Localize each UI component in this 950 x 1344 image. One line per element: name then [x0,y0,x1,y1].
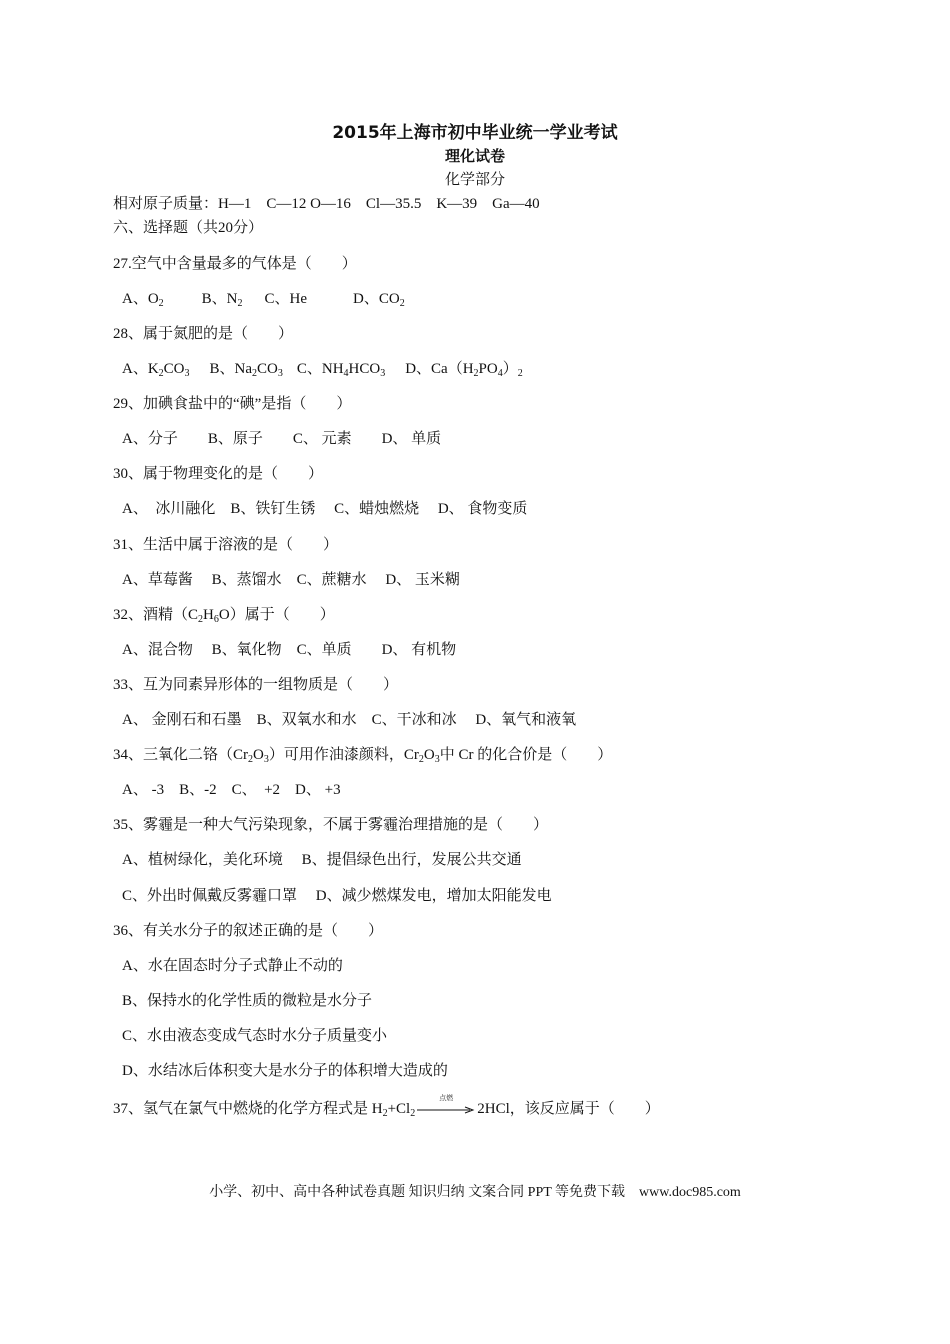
page-footer: 小学、初中、高中各种试卷真题 知识归纳 文案合同 PPT 等免费下载 www.doc985.com [209,1185,741,1200]
section-title: 化学部分 [444,172,505,188]
arrow-icon [417,1106,475,1114]
reaction-condition: 点燃 [439,1093,454,1102]
question-30-options: A、 冰川融化 B、铁钉生锈 C、蜡烛燃烧 D、 食物变质 [122,501,528,517]
question-27-stem: 27.空气中含量最多的气体是（ ） [113,256,357,272]
question-36-stem: 36、有关水分子的叙述正确的是（ ） [113,923,384,939]
question-32-options: A、混合物 B、氧化物 C、单质 D、 有机物 [122,642,457,658]
question-35-stem: 35、雾霾是一种大气污染现象，不属于雾霾治理措施的是（ ） [113,817,549,833]
question-28-options [122,359,523,379]
question-36-option-d: D、水结冰后体积变大是水分子的体积增大造成的 [122,1063,448,1079]
question-27-options [122,289,405,309]
question-32-stem: 32、酒精$(C_2H_6O)$属于（ ） [113,607,335,625]
atomic-masses: 相对原子质量：H—1 C—12 O—16 Cl—35.5 K—39 Ga—40 [113,196,540,212]
question-31-options: A、草莓酱 B、蒸馏水 C、蔗糖水 D、 玉米糊 [122,572,460,588]
exam-subtitle: 理化试卷 [444,147,505,165]
option-a: A、$K_2CO_3$ [122,361,190,379]
question-33-options: A、 金刚石和石墨 B、双氧水和水 C、干冰和冰 D、氧气和液氧 [122,712,577,728]
question-35-options-row2: C、外出时佩戴反雾霾口罩 D、减少燃煤发电，增加太阳能发电 [122,888,552,904]
option-b: B、$Na_2CO_3$ [209,361,283,379]
question-31-stem: 31、生活中属于溶液的是（ ） [113,537,339,553]
option-a: A、$O_2$ [122,291,164,309]
option-d: D、$Ca(H_2PO_4)_2$ [405,361,523,379]
option-b: B、$N_2$ [201,291,243,309]
reaction-arrow [417,1093,475,1117]
question-29-options: A、分子 B、原子 C、 元素 D、 单质 [122,431,442,447]
question-33-stem: 33、互为同素异形体的一组物质是（ ） [113,677,399,693]
part-heading: 六、选择题（共20分） [113,220,264,236]
question-36-option-b: B、保持水的化学性质的微粒是水分子 [122,993,373,1009]
option-c: C、$NH_4HCO_3$ [296,361,386,379]
exam-title: 2015年上海市初中毕业统一学业考试 [332,123,618,143]
question-28-stem: 28、属于氮肥的是（ ） [113,326,294,342]
question-36-option-a: A、水在固态时分子式静止不动的 [122,958,343,974]
question-36-option-c: C、水由液态变成气态时水分子质量变小 [122,1028,388,1044]
question-35-options-row1: A、植树绿化，美化环境 B、提倡绿色出行，发展公共交通 [122,852,522,868]
question-34-options: A、 -3 B、-2 C、 +2 D、 +3 [122,782,341,798]
question-34-stem: 34、三氧化二铬$(Cr_2O_3)$可用作油漆颜料，$Cr_2O_3$中 Cr 的化合价是（ ） [113,747,613,765]
question-30-stem: 30、属于物理变化的是（ ） [113,466,324,482]
option-d: D、$CO_2$ [353,291,405,309]
question-29-stem: 29、加碘食盐中的“碘”是指（ ） [113,396,352,412]
question-37-stem: 37、氢气在氯气中燃烧的化学方程式是 $H_2+Cl_2$ 点燃 2HCl，该反应属于（ ） [113,1093,660,1119]
option-c: C、He [264,291,308,307]
